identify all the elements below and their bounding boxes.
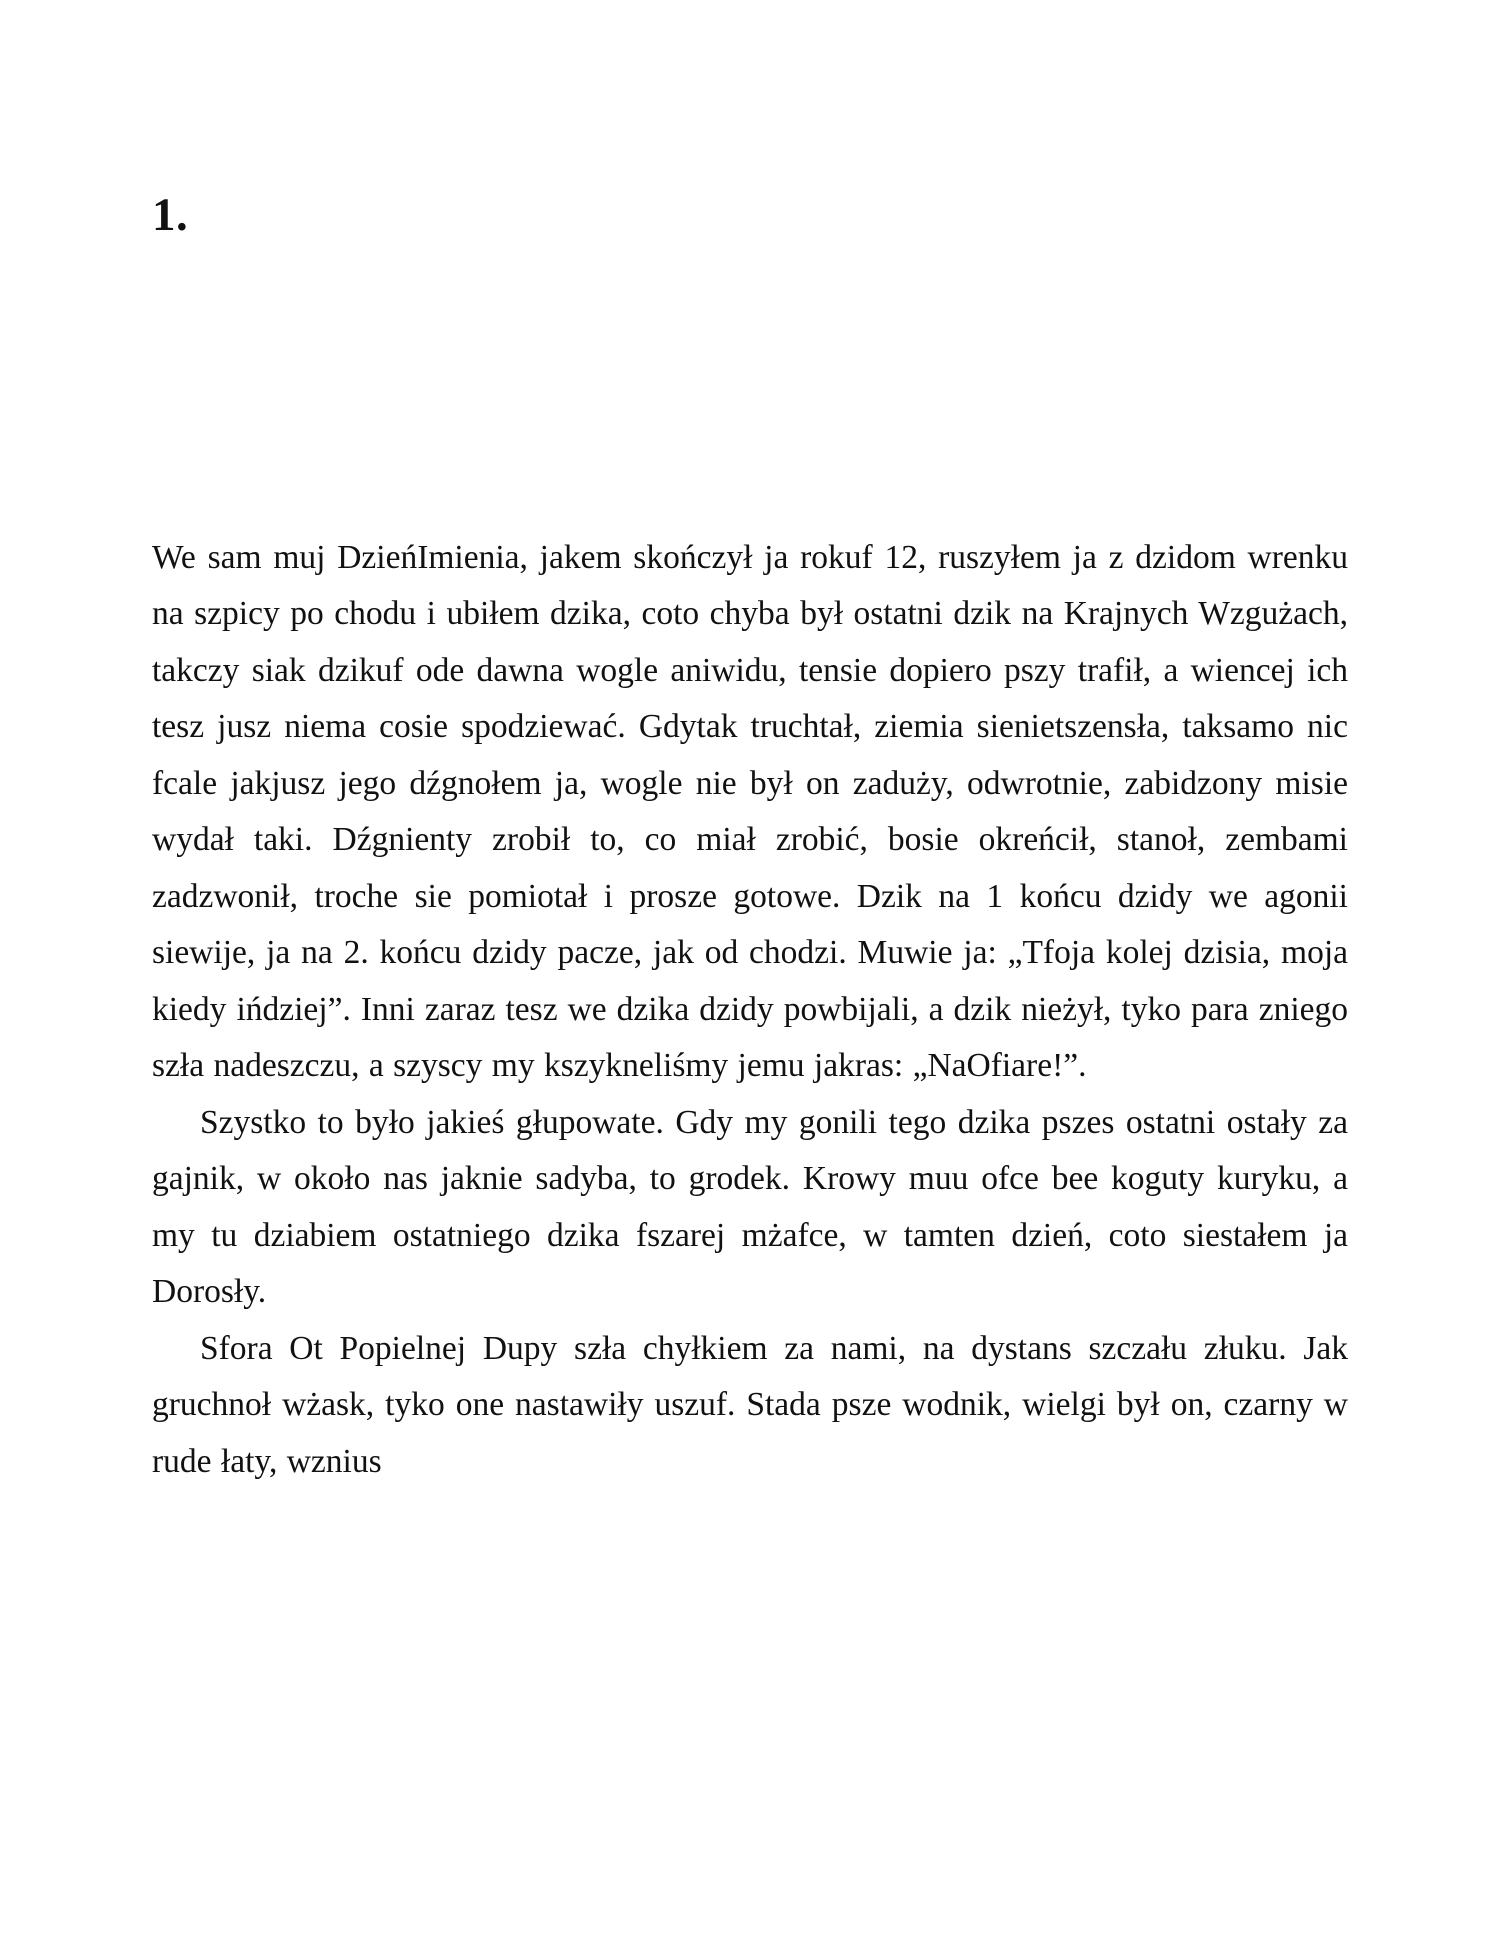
paragraph-1: We sam muj DzieńImienia, jakem skończył ja rokuf 12, ruszyłem ja z dzidom wrenku na szpicy po chodu i ubiłem dzika, coto chyba był ostatni dzik na Krajnych Wzgużach, takczy siak dzikuf ode dawna wogle aniwidu, tensie dopiero pszy trafił, a wiencej ich tesz jusz niema cosie spodziewać. Gdytak truchtał, ziemia sienietszensła, taksamo nic fcale jakjusz jego dźgnołem ja, wogle nie był on zaduży, odwrotnie, zabidzony misie wydał taki. Dźgnienty zrobił to, co miał zrobić, bosie okreńcił, stanoł, zembami zadzwonił, troche sie pomiotał i prosze gotowe. Dzik na 1 końcu dzidy we agonii siewije, ja na 2. końcu dzidy pacze, jak od chodzi. Muwie ja: „Tfoja kolej dzisia, moja kiedy ińdziej”. Inni zaraz tesz we dzika dzidy powbijali, a dzik nieżył, tyko para zniego szła nadeszczu, a szyscy my kszykneliśmy jemu jakras: „NaOfiare!”. (152, 538, 1348, 1085)
chapter-body (152, 530, 1348, 1491)
paragraph-2: Szystko to było jakieś głupowate. Gdy my gonili tego dzika pszes ostatni ostały za gajnik, w około nas jaknie sadyba, to grodek. Krowy muu ofce bee koguty kuryku, a my tu dziabiem ostatniego dzika fszarej mżafce, w tamten dzień, coto siestałem ja Dorosły. (152, 1103, 1348, 1311)
chapter-number-heading: 1. (152, 189, 189, 241)
paragraph-3: Sfora Ot Popielnej Dupy szła chyłkiem za nami, na dystans szczału złuku. Jak gruchnoł wżask, tyko one nastawiły uszuf. Stada psze wodnik, wielgi był on, czarny w rude łaty, wznius (152, 1329, 1348, 1480)
